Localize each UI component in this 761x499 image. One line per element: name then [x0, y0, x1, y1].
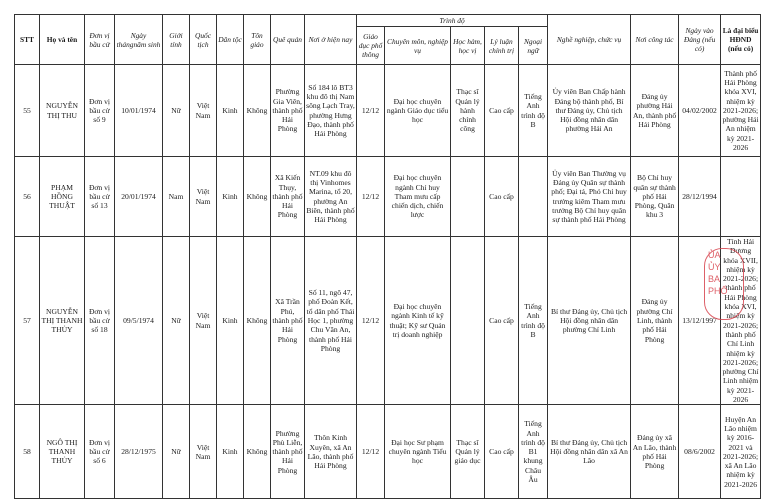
table-row: [15, 65, 761, 157]
cell-nationality: Việt Nam: [190, 157, 217, 237]
cell-general: 12/12: [357, 157, 385, 237]
cell-religion: Không: [244, 237, 271, 405]
cell-degree: Thạc sĩ Quản lý hành chính công: [451, 65, 485, 157]
cell-gender: Nam: [163, 157, 190, 237]
col-header-specialty: Chuyên môn, nghiệp vụ: [385, 27, 451, 65]
cell-language: [519, 157, 548, 237]
cell-ethnicity: Kinh: [217, 157, 244, 237]
cell-delegate: Thành phố Hải Phòng khóa XVI, nhiệm kỳ 2021-2026; phường Hải An nhiệm kỳ 2021-2026: [721, 65, 761, 157]
cell-political: Cao cấp: [485, 405, 519, 499]
cell-workplace: Bộ Chỉ huy quân sự thành phố Hải Phòng, Quân khu 3: [631, 157, 679, 237]
cell-nationality: Việt Nam: [190, 405, 217, 499]
col-header-nationality: Quốc tịch: [190, 15, 217, 65]
cell-residence: Số 184 lô BT3 khu đô thị Nam sông Lạch Tray, phường Hưng Đạo, thành phố Hải Phòng: [305, 65, 357, 157]
cell-dob: 09/5/1974: [115, 237, 163, 405]
header-row-1: [15, 15, 761, 27]
cell-degree: [451, 237, 485, 405]
col-header-party-date: Ngày vào Đảng (nếu có): [679, 15, 721, 65]
cell-religion: Không: [244, 65, 271, 157]
table-row: [15, 237, 761, 405]
col-header-general: Giáo dục phổ thông: [357, 27, 385, 65]
cell-occupation: Bí thư Đảng ủy, Chủ tịch Hội đồng nhân dân xã An Lão: [548, 405, 631, 499]
cell-dob: 20/01/1974: [115, 157, 163, 237]
stamp-text: PHỐ: [708, 286, 728, 296]
cell-nationality: Việt Nam: [190, 237, 217, 405]
col-header-workplace: Nơi công tác: [631, 15, 679, 65]
cell-name: NGUYỄN THỊ THU: [40, 65, 85, 157]
cell-stt: 57: [15, 237, 40, 405]
cell-religion: Không: [244, 157, 271, 237]
cell-specialty: Đại học Sư phạm chuyên ngành Tiểu học: [385, 405, 451, 499]
cell-hometown: Phường Gia Viên, thành phố Hải Phòng: [271, 65, 305, 157]
cell-gender: Nữ: [163, 237, 190, 405]
cell-general: 12/12: [357, 65, 385, 157]
cell-language: Tiếng Anh trình độ B1 khung Châu Âu: [519, 405, 548, 499]
cell-stt: 58: [15, 405, 40, 499]
stamp-text: BA: [708, 274, 721, 284]
cell-hometown: Xã Kiến Thụy, thành phố Hải Phòng: [271, 157, 305, 237]
cell-hometown: Xã Trần Phú, thành phố Hải Phòng: [271, 237, 305, 405]
stamp-text: ỦY: [708, 262, 721, 272]
candidate-table: [14, 14, 761, 499]
cell-party-date: 08/6/2002: [679, 405, 721, 499]
cell-ethnicity: Kinh: [217, 405, 244, 499]
cell-dob: 10/01/1974: [115, 65, 163, 157]
cell-residence: NT.09 khu đô thị Vinhomes Marina, tổ 20, phường An Biên, thành phố Hải Phòng: [305, 157, 357, 237]
cell-party-date: 13/12/1997: [679, 237, 721, 405]
cell-workplace: Đảng ủy phường Chí Linh, thành phố Hải Phòng: [631, 237, 679, 405]
cell-specialty: Đại học chuyên ngành Giáo dục tiểu học: [385, 65, 451, 157]
col-header-residence: Nơi ở hiện nay: [305, 15, 357, 65]
cell-degree: Thạc sĩ Quản lý giáo dục: [451, 405, 485, 499]
cell-name: NGÔ THỊ THANH THỦY: [40, 405, 85, 499]
col-header-occupation: Nghề nghiệp, chức vụ: [548, 15, 631, 65]
cell-occupation: Bí thư Đảng ủy, Chủ tịch Hội đồng nhân dân phường Chí Linh: [548, 237, 631, 405]
table-row: [15, 405, 761, 499]
cell-dob: 28/12/1975: [115, 405, 163, 499]
col-header-name: Họ và tên: [40, 15, 85, 65]
table-row: [15, 157, 761, 237]
col-header-education: Trình độ: [357, 15, 548, 27]
cell-hometown: Phường Phù Liễn, thành phố Hải Phòng: [271, 405, 305, 499]
col-header-unit: Đơn vị bầu cử: [85, 15, 115, 65]
col-header-dob: Ngày thángnăm sinh: [115, 15, 163, 65]
cell-specialty: Đại học chuyên ngành Kinh tế kỹ thuật; Kỹ sư Quản trị doanh nghiệp: [385, 237, 451, 405]
cell-delegate: Huyện An Lão nhiệm kỳ 2016-2021 và 2021-2026; xã An Lão nhiệm kỳ 2021-2026: [721, 405, 761, 499]
stamp-text: ỦA: [708, 250, 721, 260]
cell-party-date: 28/12/1994: [679, 157, 721, 237]
col-header-language: Ngoại ngữ: [519, 27, 548, 65]
cell-unit: Đơn vị bầu cử số 9: [85, 65, 115, 157]
cell-ethnicity: Kinh: [217, 237, 244, 405]
cell-gender: Nữ: [163, 405, 190, 499]
cell-name: NGUYỄN THỊ THANH THỦY: [40, 237, 85, 405]
cell-language: Tiếng Anh trình độ B: [519, 237, 548, 405]
cell-workplace: Đảng ủy phường Hải An, thành phố Hải Phòng: [631, 65, 679, 157]
cell-residence: Thôn Kinh Xuyên, xã An Lão, thành phố Hải Phòng: [305, 405, 357, 499]
cell-general: 12/12: [357, 405, 385, 499]
cell-political: Cao cấp: [485, 237, 519, 405]
cell-political: Cao cấp: [485, 157, 519, 237]
col-header-delegate: Là đại biểu HĐND (nếu có): [721, 15, 761, 65]
official-stamp: [704, 248, 744, 320]
cell-gender: Nữ: [163, 65, 190, 157]
col-header-gender: Giới tính: [163, 15, 190, 65]
cell-delegate: [721, 157, 761, 237]
cell-unit: Đơn vị bầu cử số 18: [85, 237, 115, 405]
cell-ethnicity: Kinh: [217, 65, 244, 157]
cell-unit: Đơn vị bầu cử số 6: [85, 405, 115, 499]
cell-stt: 56: [15, 157, 40, 237]
cell-occupation: Ủy viên Ban Chấp hành Đảng bộ thành phố, Bí thư Đảng ủy, Chủ tịch Hội đồng nhân dân phường Hải An: [548, 65, 631, 157]
col-header-ethnicity: Dân tộc: [217, 15, 244, 65]
cell-stt: 55: [15, 65, 40, 157]
cell-delegate: Tỉnh Hải Dương khóa XVII, nhiệm kỳ 2021-2026; thành phố Hải Phòng khóa XVI, nhiệm kỳ 2021-2026; thành phố Chí Linh nhiệm kỳ 2021-2026; phường Chí Linh nhiệm kỳ 2021-2026: [722, 237, 759, 405]
cell-residence: Số 11, ngõ 47, phố Đoàn Kết, tổ dân phố Thái Học 1, phường Chu Văn An, thành phố Hải Phòng: [305, 237, 357, 405]
cell-political: Cao cấp: [485, 65, 519, 157]
col-header-hometown: Quê quán: [271, 15, 305, 65]
cell-specialty: Đại học chuyên ngành Chỉ huy Tham mưu cấp chiến dịch, chiến lược: [385, 157, 451, 237]
cell-workplace: Đảng ủy xã An Lão, thành phố Hải Phòng: [631, 405, 679, 499]
cell-party-date: 04/02/2002: [679, 65, 721, 157]
cell-nationality: Việt Nam: [190, 65, 217, 157]
cell-language: Tiếng Anh trình độ B: [519, 65, 548, 157]
col-header-political: Lý luận chính trị: [485, 27, 519, 65]
cell-degree: [451, 157, 485, 237]
col-header-degree: Học hàm, học vị: [451, 27, 485, 65]
cell-name: PHẠM HỒNG THUẬT: [40, 157, 85, 237]
cell-general: 12/12: [357, 237, 385, 405]
cell-unit: Đơn vị bầu cử số 13: [85, 157, 115, 237]
col-header-stt: STT: [15, 15, 40, 65]
col-header-religion: Tôn giáo: [244, 15, 271, 65]
cell-occupation: Ủy viên Ban Thường vụ Đảng ủy Quân sự thành phố; Đại tá, Phó Chỉ huy trưởng kiêm Tham mưu trưởng Bộ Chỉ huy quân sự thành phố Hải Phòng: [548, 157, 631, 237]
cell-religion: Không: [244, 405, 271, 499]
